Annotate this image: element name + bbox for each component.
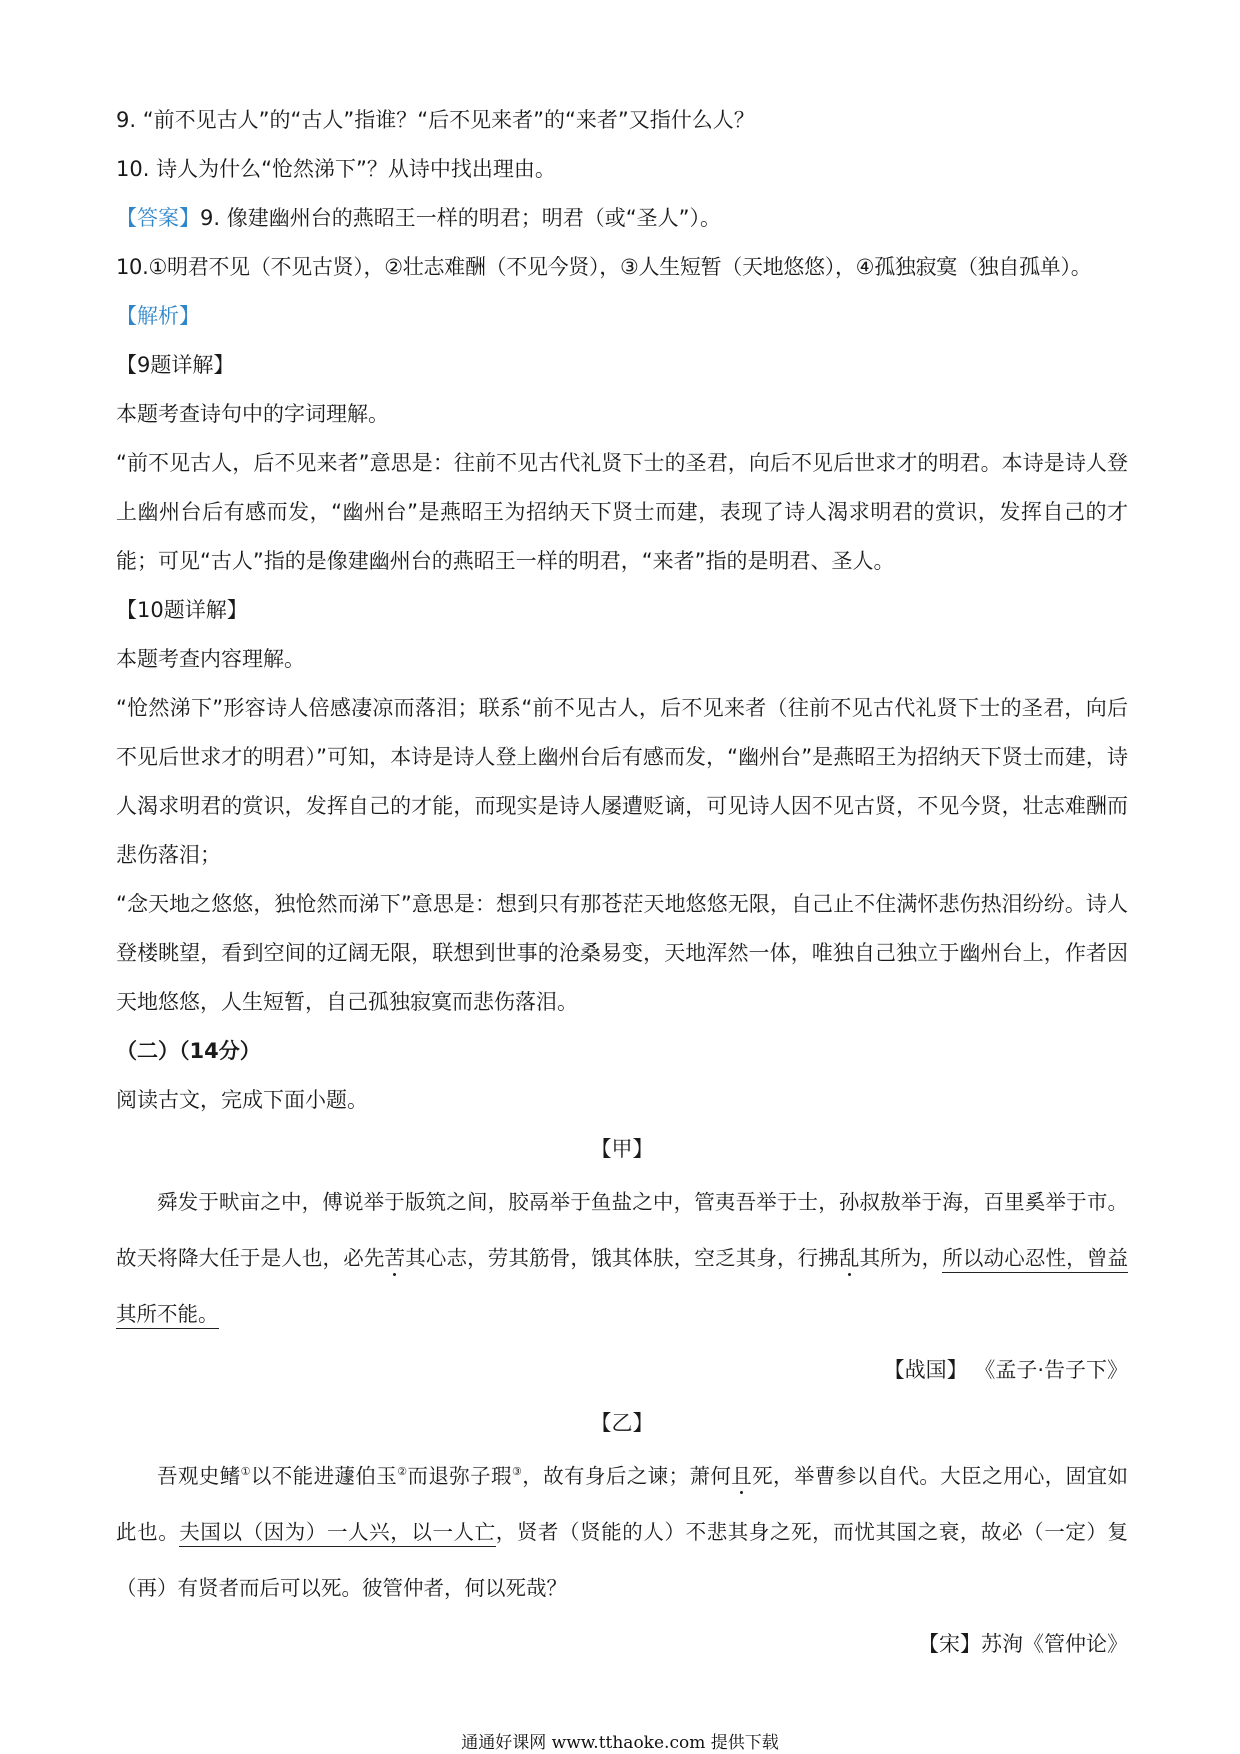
q9-detail-body: “前不见古人，后不见来者”意思是：往前不见古代礼贤下士的圣君，向后不见后世求才的明君。本诗是诗人登上幽州台后有感而发，“幽州台”是燕昭王为招纳天下贤士而建，表现了诗人渴求明君的赏识，发挥自己的才能；可见“古人”指的是像建幽州台的燕昭王一样的明君，“来者”指的是明君、圣人。	[116, 451, 1128, 573]
document-body	[116, 96, 1128, 1669]
page-footer: 通通好课网 www.tthaoke.com 提供下载	[461, 1733, 779, 1753]
yi-text-part-2: 以不能进蘧伯玉	[250, 1464, 398, 1488]
footnote-marker-2: ②	[397, 1465, 408, 1478]
analysis-label: 【解析】	[116, 304, 200, 328]
passage-jia-text	[116, 1174, 1128, 1342]
q10-detail-heading: 【10题详解】	[116, 598, 248, 622]
yi-underlined-sentence: 夫国以（因为）一人兴，以一人亡	[179, 1520, 495, 1547]
question-10: 10. 诗人为什么“怆然涕下”？从诗中找出理由。	[116, 157, 556, 181]
passage-jia-title: 【甲】	[590, 1137, 654, 1161]
answer-label: 【答案】	[116, 206, 200, 230]
yi-text-part-1: 吾观史鳍	[157, 1464, 241, 1488]
jia-underlined-sentence: 所以动心忍性，曾益其所不能。	[116, 1246, 1128, 1329]
q10-detail-intro: 本题考查内容理解。	[116, 647, 305, 671]
q9-detail-intro: 本题考查诗句中的字词理解。	[116, 402, 389, 426]
passage-jia-source: 【战国】 《孟子·告子下》	[883, 1358, 1128, 1382]
jia-dotted-ku: 苦	[384, 1246, 406, 1270]
yi-dotted-qie: 且	[731, 1464, 753, 1488]
footnote-marker-3: ③	[511, 1465, 523, 1478]
jia-text-part-2: 其心志，劳其筋骨，饿其体肤，空乏其身，行拂	[405, 1246, 839, 1270]
section-2-instruction: 阅读古文，完成下面小题。	[116, 1088, 368, 1112]
q9-detail-heading: 【9题详解】	[116, 353, 235, 377]
footnote-marker-1: ①	[240, 1465, 251, 1478]
jia-dotted-luan: 乱	[838, 1246, 860, 1270]
passage-yi-text	[116, 1448, 1128, 1616]
passage-yi-source: 【宋】苏洵《管仲论》	[918, 1632, 1128, 1656]
yi-text-part-3: 而退弥子瑕	[407, 1464, 512, 1488]
q10-detail-body-1: “怆然涕下”形容诗人倍感凄凉而落泪；联系“前不见古人，后不见来者（往前不见古代礼贤下士的圣君，向后不见后世求才的明君）”可知，本诗是诗人登上幽州台后有感而发，“幽州台”是燕昭王为招纳天下贤士而建，诗人渴求明君的赏识，发挥自己的才能，而现实是诗人屡遭贬谪，可见诗人因不见古贤，不见今贤，壮志难酬而悲伤落泪；	[116, 696, 1128, 867]
q10-detail-body-2: “念天地之悠悠，独怆然而涕下”意思是：想到只有那苍茫天地悠悠无限，自己止不住满怀悲伤热泪纷纷。诗人登楼眺望，看到空间的辽阔无限，联想到世事的沧桑易变，天地浑然一体，唯独自己独立于幽州台上，作者因天地悠悠，人生短暂，自己孤独寂寞而悲伤落泪。	[116, 892, 1128, 1014]
jia-text-part-3: 其所为，	[859, 1246, 943, 1270]
question-9: 9. “前不见古人”的“古人”指谁？“后不见来者”的“来者”又指什么人？	[116, 108, 755, 132]
passage-yi-title: 【乙】	[590, 1411, 654, 1435]
answer-q9: 9. 像建幽州台的燕昭王一样的明君；明君（或“圣人”）。	[200, 206, 721, 230]
yi-text-part-5: 死，举曹参以自代。大臣之用心，固宜如此也。	[116, 1464, 1128, 1544]
jia-text-part-1: 舜发于畎亩之中，傅说举于版筑之间，胶鬲举于鱼盐之中，管夷吾举于士，孙叔敖举于海，百里奚举于市。故天将降大任于是人也，必先	[116, 1190, 1128, 1270]
answer-q10: 10.①明君不见（不见古贤），②壮志难酬（不见今贤），③人生短暂（天地悠悠），④孤独寂寞（独自孤单）。	[116, 255, 1092, 279]
yi-text-part-4: ，故有身后之谏；萧何	[522, 1464, 732, 1488]
answer-q9-line	[116, 194, 1128, 243]
section-2-heading: （二）（14分）	[116, 1039, 261, 1063]
yi-text-part-6: ，贤者（贤能的人）不悲其身之死，而忧其国之衰，故必（一定）复（再）有贤者而后可以死。彼管仲者，何以死哉？	[116, 1520, 1129, 1600]
